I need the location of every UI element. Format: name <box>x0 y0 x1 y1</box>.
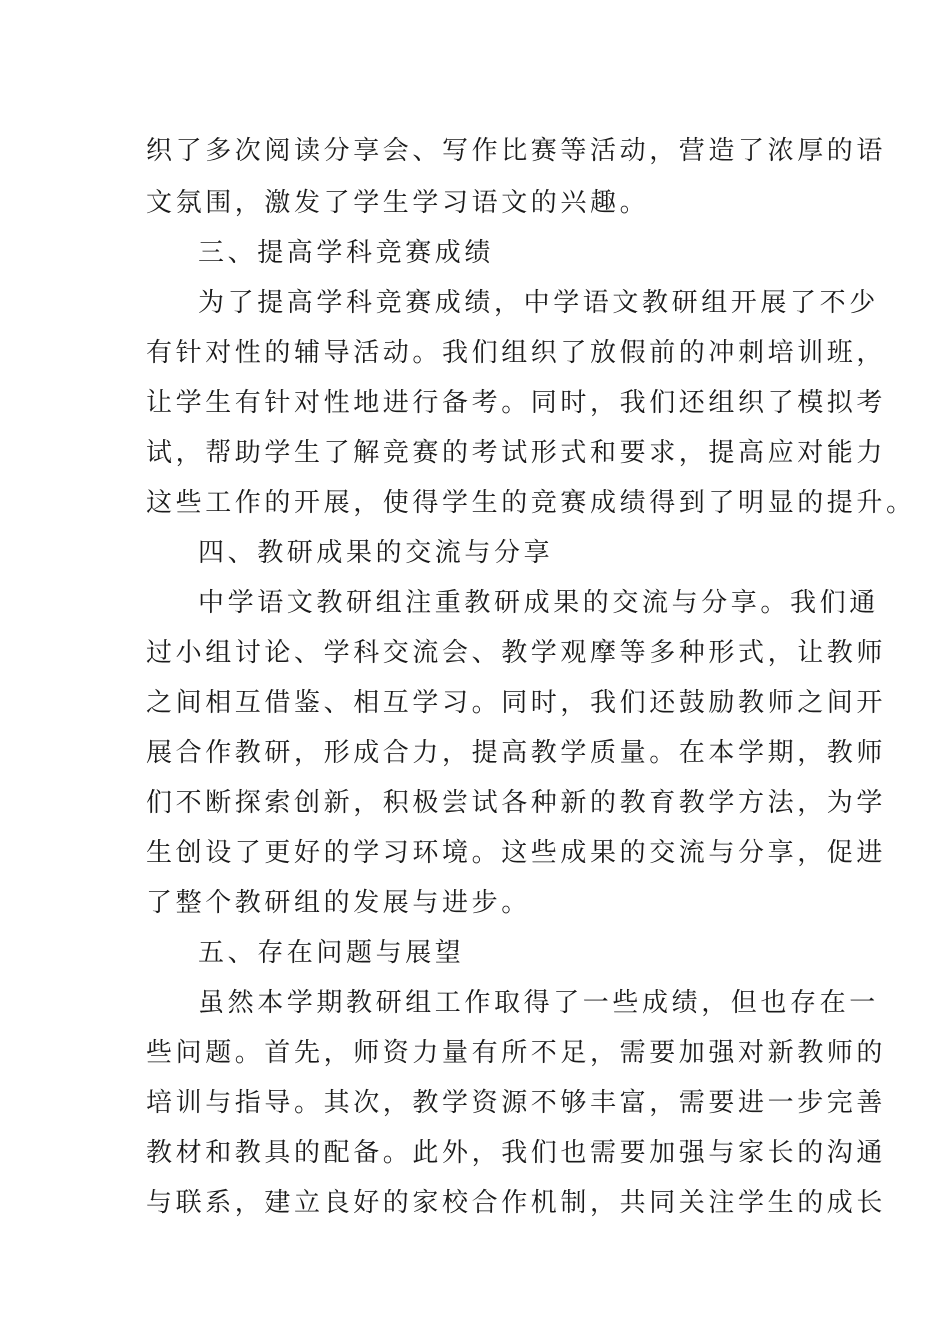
text-line: 虽然本学期教研组工作取得了一些成绩，但也存在一 <box>198 988 879 1018</box>
text-line: 些问题。首先，师资力量有所不足，需要加强对新教师的 <box>146 1038 887 1068</box>
text-line: 中学语文教研组注重教研成果的交流与分享。我们通 <box>198 588 879 618</box>
text-line: 展合作教研，形成合力，提高教学质量。在本学期，教师 <box>146 738 887 768</box>
text-line: 文氛围，激发了学生学习语文的兴趣。 <box>146 188 650 218</box>
text-line: 之间相互借鉴、相互学习。同时，我们还鼓励教师之间开 <box>146 688 887 718</box>
text-line: 这些工作的开展，使得学生的竞赛成绩得到了明显的提升。 <box>146 488 916 518</box>
section-heading: 三、提高学科竞赛成绩 <box>198 238 495 268</box>
text-line: 试，帮助学生了解竞赛的考试形式和要求，提高应对能力 <box>146 438 887 468</box>
text-line: 与联系，建立良好的家校合作机制，共同关注学生的成长 <box>146 1188 887 1218</box>
text-line: 让学生有针对性地进行备考。同时，我们还组织了模拟考 <box>146 388 887 418</box>
text-line: 了整个教研组的发展与进步。 <box>146 888 531 918</box>
text-line: 教材和教具的配备。此外，我们也需要加强与家长的沟通 <box>146 1138 887 1168</box>
section-heading: 四、教研成果的交流与分享 <box>198 538 554 568</box>
text-line: 织了多次阅读分享会、写作比赛等活动，营造了浓厚的语 <box>146 136 887 166</box>
section-heading: 五、存在问题与展望 <box>198 938 465 968</box>
text-line: 培训与指导。其次，教学资源不够丰富，需要进一步完善 <box>146 1088 887 1118</box>
text-line: 过小组讨论、学科交流会、教学观摩等多种形式，让教师 <box>146 638 887 668</box>
text-line: 为了提高学科竞赛成绩，中学语文教研组开展了不少 <box>198 288 879 318</box>
text-line: 们不断探索创新，积极尝试各种新的教育教学方法，为学 <box>146 788 887 818</box>
text-line: 生创设了更好的学习环境。这些成果的交流与分享，促进 <box>146 838 887 868</box>
text-line: 有针对性的辅导活动。我们组织了放假前的冲刺培训班， <box>146 338 887 368</box>
